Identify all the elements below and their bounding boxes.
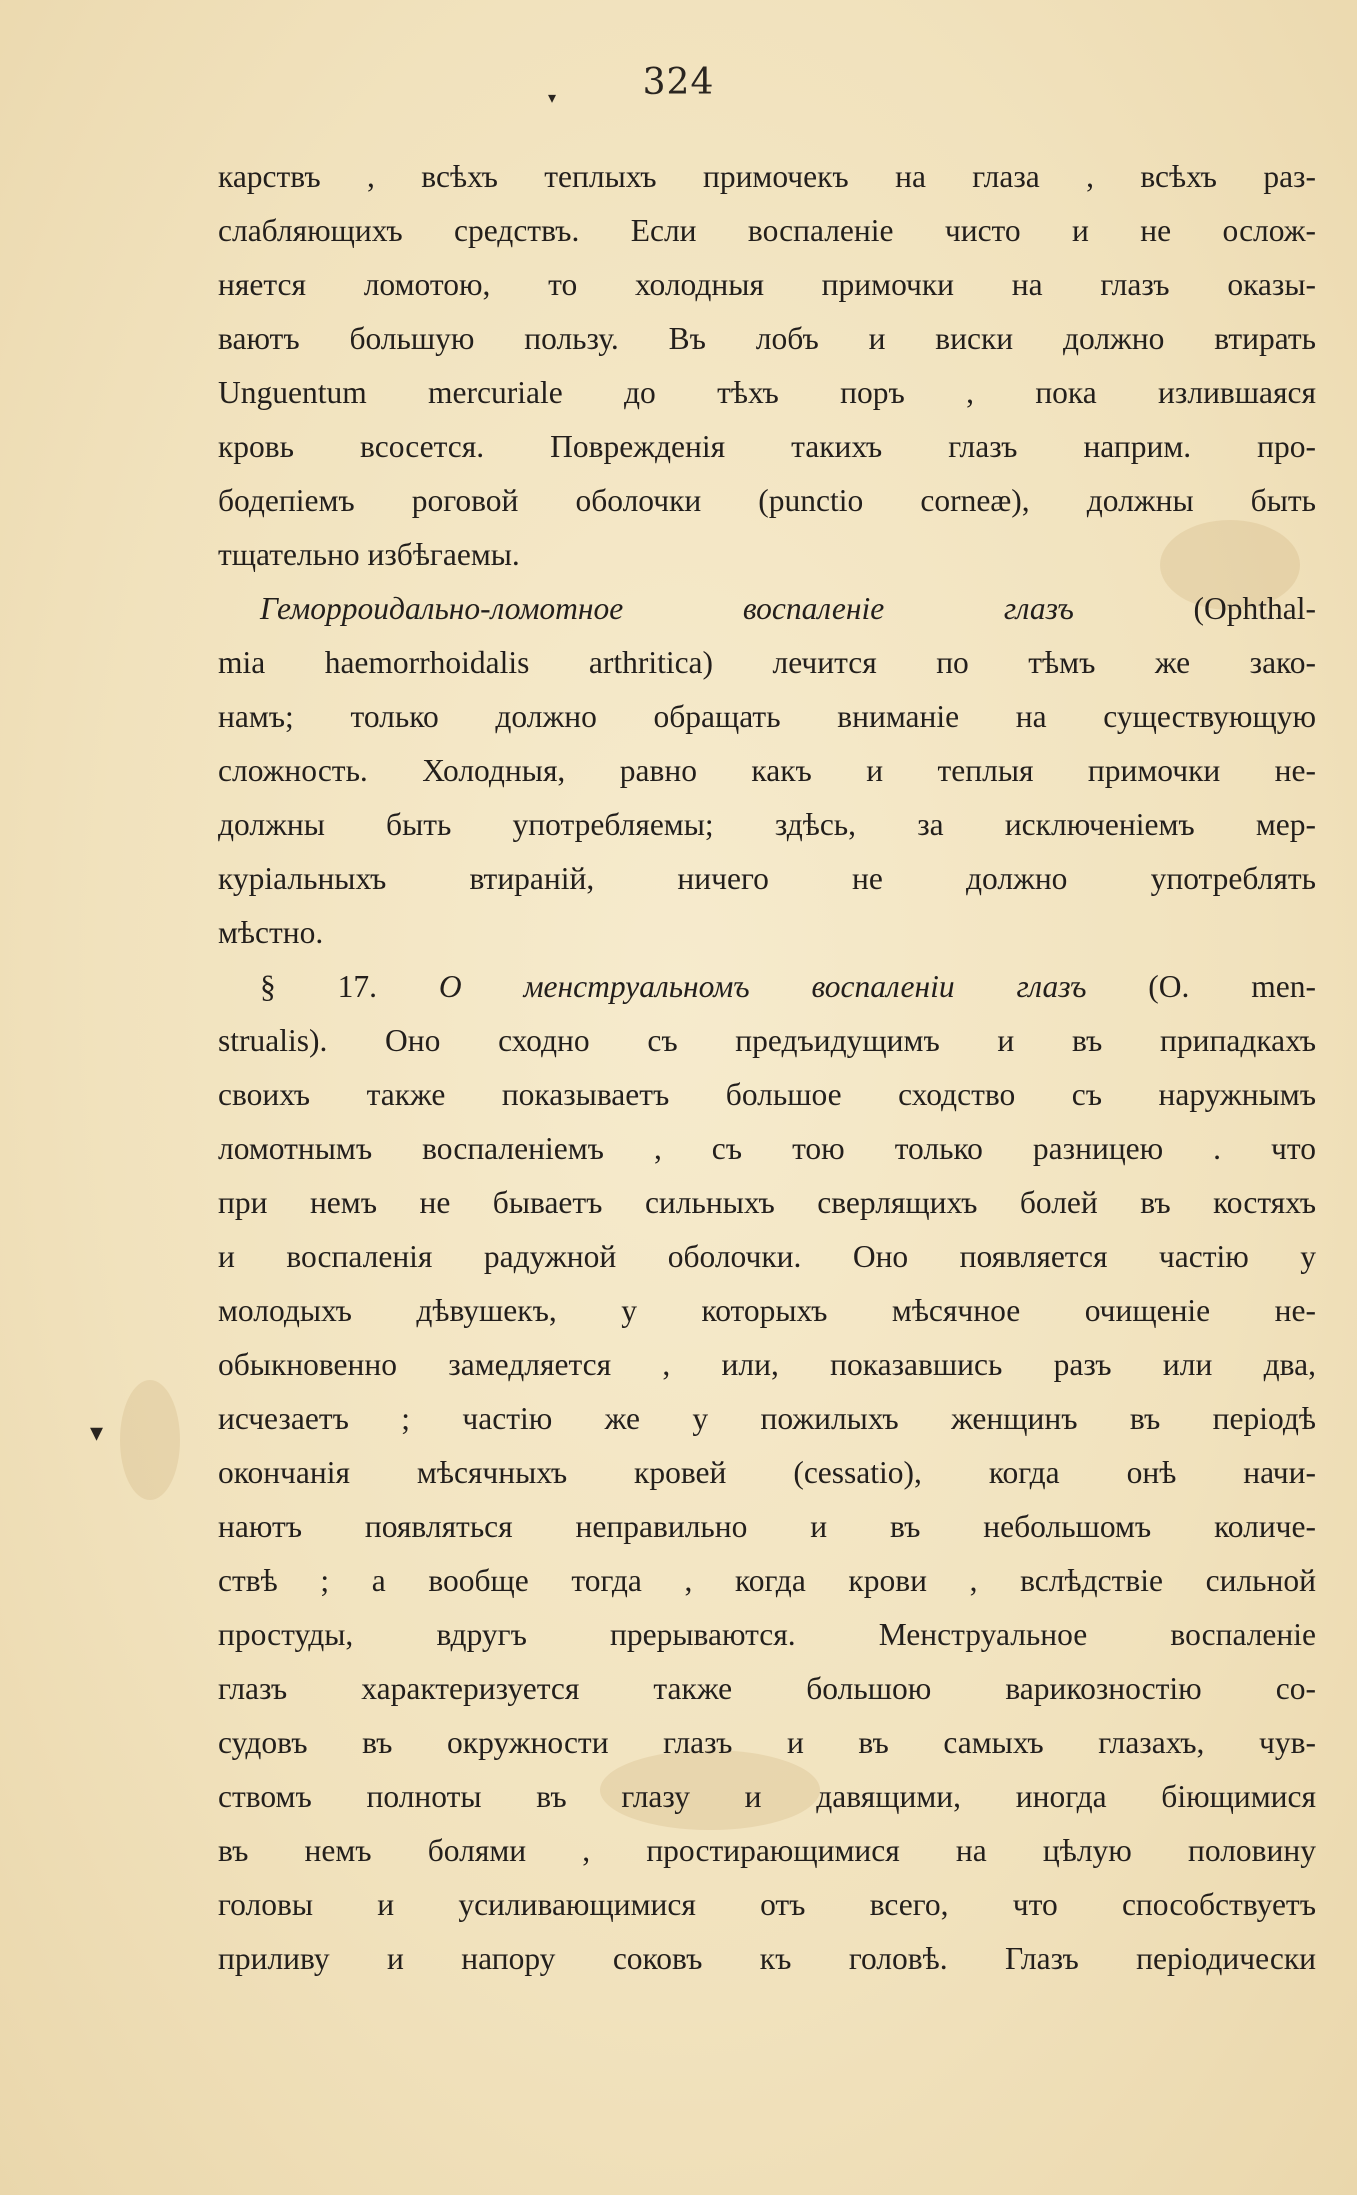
text-line [218,1824,1316,1878]
line-text: (O. men- [1086,969,1316,1004]
text-line [218,906,1316,960]
line-text: ломотнымъ воспаленіемъ , съ тою только разницею . что [218,1131,1316,1166]
text-line [218,204,1316,258]
text-line [218,366,1316,420]
italic-heading-text: О менструальномъ воспаленіи глазъ [438,969,1087,1004]
line-text: карствъ , всѣхъ теплыхъ примочекъ на глаза , всѣхъ раз- [218,159,1316,194]
text-line [218,636,1316,690]
line-text: сложность. Холодныя, равно какъ и теплыя примочки не- [218,753,1316,788]
line-text: ствомъ полноты въ глазу и давящими, иногда біющимися [218,1779,1316,1814]
text-line [218,312,1316,366]
text-line [218,798,1316,852]
text-line [218,1014,1316,1068]
line-text: кровь всосется. Поврежденія такихъ глазъ наприм. про- [218,429,1316,464]
line-text: mia haemorrhoidalis arthritica) лечится по тѣмъ же зако- [218,645,1316,680]
text-line [218,1446,1316,1500]
line-text: и воспаленія радужной оболочки. Оно появляется частію у [218,1239,1316,1274]
line-text: § 17. [260,969,439,1004]
text-line [218,582,1316,636]
line-text: strualis). Оно сходно съ предъидущимъ и въ припадкахъ [218,1023,1316,1058]
line-text: судовъ въ окружности глазъ и въ самыхъ глазахъ, чув- [218,1725,1316,1760]
text-line [218,1662,1316,1716]
body-text [218,150,1316,1986]
line-text: наютъ появляться неправильно и въ небольшомъ количе- [218,1509,1316,1544]
line-text: въ немъ болями , простирающимися на цѣлую половину [218,1833,1316,1868]
text-line [218,258,1316,312]
text-line [218,1554,1316,1608]
line-text: исчезаетъ ; частію же у пожилыхъ женщинъ въ періодѣ [218,1401,1316,1436]
text-line [218,960,1316,1014]
text-line [218,528,1316,582]
text-line [218,852,1316,906]
text-line [218,150,1316,204]
line-text: няется ломотою, то холодныя примочки на глазъ оказы- [218,267,1316,302]
line-text: куріальныхъ втираній, ничего не должно употреблять [218,861,1316,896]
text-line [218,1878,1316,1932]
line-text: окончанія мѣсячныхъ кровей (cessatio), когда онѣ начи- [218,1455,1316,1490]
line-text: бодепіемъ роговой оболочки (punctio corneæ), должны быть [218,483,1316,518]
line-text: ваютъ большую пользу. Въ лобъ и виски должно втирать [218,321,1316,356]
text-line [218,1392,1316,1446]
line-text: намъ; только должно обращать вниманіе на существующую [218,699,1316,734]
ink-mark: ▾ [90,1418,104,1448]
text-line [218,1230,1316,1284]
text-line [218,1176,1316,1230]
text-line [218,474,1316,528]
line-text: головы и усиливающимися отъ всего, что способствуетъ [218,1887,1316,1922]
line-text: (Ophthal- [1073,591,1316,626]
text-line [218,1716,1316,1770]
text-line [218,420,1316,474]
paper-stain [120,1380,180,1500]
line-text: молодыхъ дѣвушекъ, у которыхъ мѣсячное очищеніе не- [218,1293,1316,1328]
line-text: мѣстно. [218,915,324,950]
text-line [218,1068,1316,1122]
line-text: должны быть употребляемы; здѣсь, за исключеніемъ мер- [218,807,1316,842]
line-text: своихъ также показываетъ большое сходство съ наружнымъ [218,1077,1316,1112]
line-text: тщательно избѣгаемы. [218,537,520,572]
text-line [218,1932,1316,1986]
line-text: при немъ не бываетъ сильныхъ сверлящихъ болей въ костяхъ [218,1185,1316,1220]
text-line [218,744,1316,798]
line-text: простуды, вдругъ прерываются. Менструальное воспаленіе [218,1617,1316,1652]
ink-mark: ▾ [548,88,557,107]
text-line [218,1770,1316,1824]
text-line [218,1500,1316,1554]
page-number: 324 [642,62,715,103]
italic-heading-text: Геморроидально-ломотное воспаленіе глазъ [260,591,1074,626]
line-text: обыкновенно замедляется , или, показавшись разъ или два, [218,1347,1316,1382]
line-text: слабляющихъ средствъ. Если воспаленіе чисто и не ослож- [218,213,1316,248]
line-text: ствѣ ; а вообще тогда , когда крови , вслѣдствіе сильной [218,1563,1316,1598]
line-text: приливу и напору соковъ къ головѣ. Глазъ періодически [218,1941,1316,1976]
line-text: глазъ характеризуется также большою варикозностію со- [218,1671,1316,1706]
text-line [218,1122,1316,1176]
text-line [218,1608,1316,1662]
text-line [218,690,1316,744]
text-line [218,1338,1316,1392]
text-line [218,1284,1316,1338]
line-text: Unguentum mercuriale до тѣхъ поръ , пока излившаяся [218,375,1316,410]
